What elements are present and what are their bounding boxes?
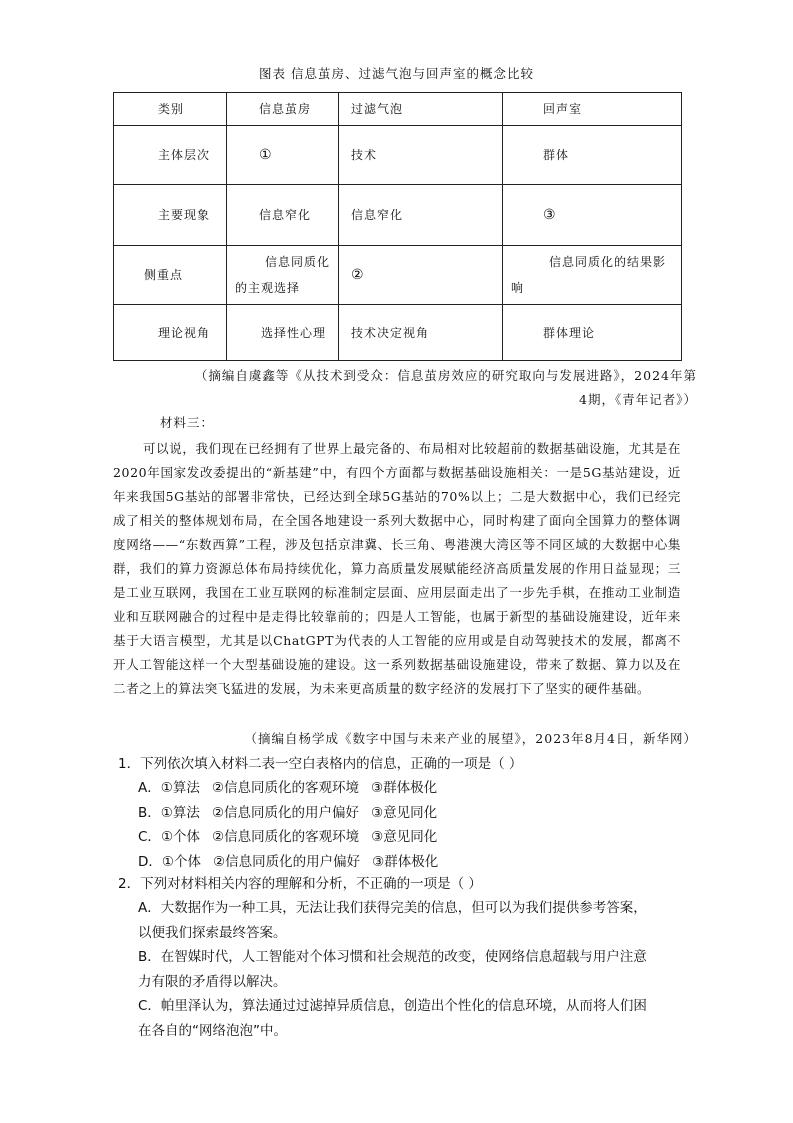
- table-cell: 信息窄化: [227, 185, 339, 246]
- table-cell: 技术: [339, 126, 503, 185]
- table-cell: 信息同质化的主观选择: [227, 246, 339, 305]
- table-row: [114, 185, 682, 246]
- table-caption: 图表 信息茧房、过滤气泡与回声室的概念比较: [259, 66, 534, 81]
- table-header-row: [114, 93, 682, 126]
- option-c[interactable]: [118, 994, 688, 1043]
- option-part: ③群体极化: [372, 853, 439, 870]
- option-part: ③意见同化: [370, 804, 438, 821]
- source-citation-2: （摘编自杨学成《数字中国与未来产业的展望》，2023年8月4日，新华网）: [244, 731, 697, 746]
- material-three-paragraph: 可以说，我们现在已经拥有了世界上最完备的、布局相对比较超前的数据基础设施，尤其是在2020年国家发改委提出的“新基建”中，有四个方面都与数据基础设施相关：一是5G基站建设，近年来我国5G基站的部署非常快，已经达到全球5G基站的70%以上；二是大数据中心，我们已经完成了相关的整体规划布局，在全国各地建设一系列大数据中心，同时构建了面向全国算力的整体调度网络——“东数西算”工程，涉及包括京津冀、长三角、粤港澳大湾区等不同区域的大数据中心集群，我们的算力资源总体布局持续优化，算力高质量发展赋能经济高质量发展的作用日益显现；三是工业互联网，我国在工业互联网的标准制定层面、应用层面走出了一步先手棋，在推动工业制造业和互联网融合的过程中是走得比较靠前的；四是人工智能，也属于新型的基础设施建设，近年来基于大语言模型，尤其是以ChatGPT为代表的人工智能的应用或是自动驾驶技术的发展，都离不开人工智能这样一个大型基础设施的建设。这一系列数据基础设施建设，带来了数据、算力以及在二者之上的算法突飞猛进的发展，为未来更高质量的数字经济的发展打下了坚实的硬件基础。: [113, 441, 681, 696]
- material-three-title: 材料三：: [160, 415, 215, 430]
- table-cell: 群体: [503, 126, 682, 185]
- option-b-line1: B．在智媒时代，人工智能对个体习惯和社会规范的改变，使网络信息超载与用户注意: [138, 949, 647, 965]
- table-row: [114, 305, 682, 361]
- option-b[interactable]: [118, 801, 688, 826]
- table-cell: 技术决定视角: [339, 305, 503, 361]
- option-a[interactable]: [118, 776, 688, 801]
- table-cell: 信息窄化: [339, 185, 503, 246]
- option-c-line2: 在各自的“网络泡泡”中。: [138, 1022, 287, 1039]
- option-part: ③意见同化: [371, 829, 438, 845]
- option-a[interactable]: [118, 896, 688, 945]
- option-part: ①个体: [160, 829, 201, 845]
- table-row: [114, 246, 682, 305]
- option-d[interactable]: [118, 850, 688, 875]
- option-b-line2: 力有限的矛盾得以解决。: [138, 973, 287, 990]
- option-c-line1: C．帕里泽认为，算法通过过滤掉异质信息，创造出个性化的信息环境，从而将人们困: [138, 998, 647, 1014]
- comparison-table: [113, 92, 682, 361]
- option-part: ②信息同质化的用户偏好: [213, 853, 361, 870]
- row-label: 主体层次: [114, 126, 227, 185]
- option-part: ③群体极化: [370, 780, 438, 796]
- option-a-line2: 以便我们探索最终答案。: [138, 924, 287, 941]
- source-citation-line1: （摘编自虞鑫等《从技术到受众：信息茧房效应的研究取向与发展进路》，2024年第: [194, 368, 697, 383]
- option-part: ②信息同质化的用户偏好: [211, 804, 359, 821]
- option-letter: A．: [138, 780, 161, 796]
- option-part: ①算法: [160, 804, 200, 821]
- option-c[interactable]: [118, 825, 688, 850]
- option-letter: D．: [138, 853, 162, 870]
- row-label: 侧重点: [114, 246, 227, 305]
- table-cell: ③: [503, 185, 682, 246]
- option-part: ①算法: [160, 780, 200, 796]
- question-2-stem: 2．下列对材料相关内容的理解和分析，不正确的一项是（ ）: [118, 876, 482, 892]
- option-letter: C．: [138, 829, 161, 845]
- option-letter: B．: [138, 804, 161, 821]
- header-cell: 回声室: [503, 93, 682, 126]
- question-1-stem: 1．下列依次填入材料二表一空白表格内的信息，正确的一项是（ ）: [118, 756, 523, 772]
- header-cell: 过滤气泡: [339, 93, 503, 126]
- source-citation-line2: 4期，《青年记者》）: [579, 392, 697, 407]
- question-1: [118, 752, 688, 874]
- question-2: [118, 872, 688, 1043]
- table-cell: ①: [227, 126, 339, 185]
- option-a-line1: A．大数据作为一种工具，无法让我们获得完美的信息，但可以为我们提供参考答案，: [138, 900, 647, 916]
- table-cell: 群体理论: [503, 305, 682, 361]
- option-part: ②信息同质化的客观环境: [212, 829, 360, 845]
- header-cell: 类别: [114, 93, 227, 126]
- table-cell: ②: [339, 246, 503, 305]
- option-b[interactable]: [118, 945, 688, 994]
- row-label: 主要现象: [114, 185, 227, 246]
- row-label: 理论视角: [114, 305, 227, 361]
- header-cell: 信息茧房: [227, 93, 339, 126]
- table-cell: 选择性心理: [227, 305, 339, 361]
- option-part: ②信息同质化的客观环境: [211, 780, 359, 796]
- table-cell: 信息同质化的结果影响: [503, 246, 682, 305]
- table-row: [114, 126, 682, 185]
- option-part: ①个体: [161, 853, 202, 870]
